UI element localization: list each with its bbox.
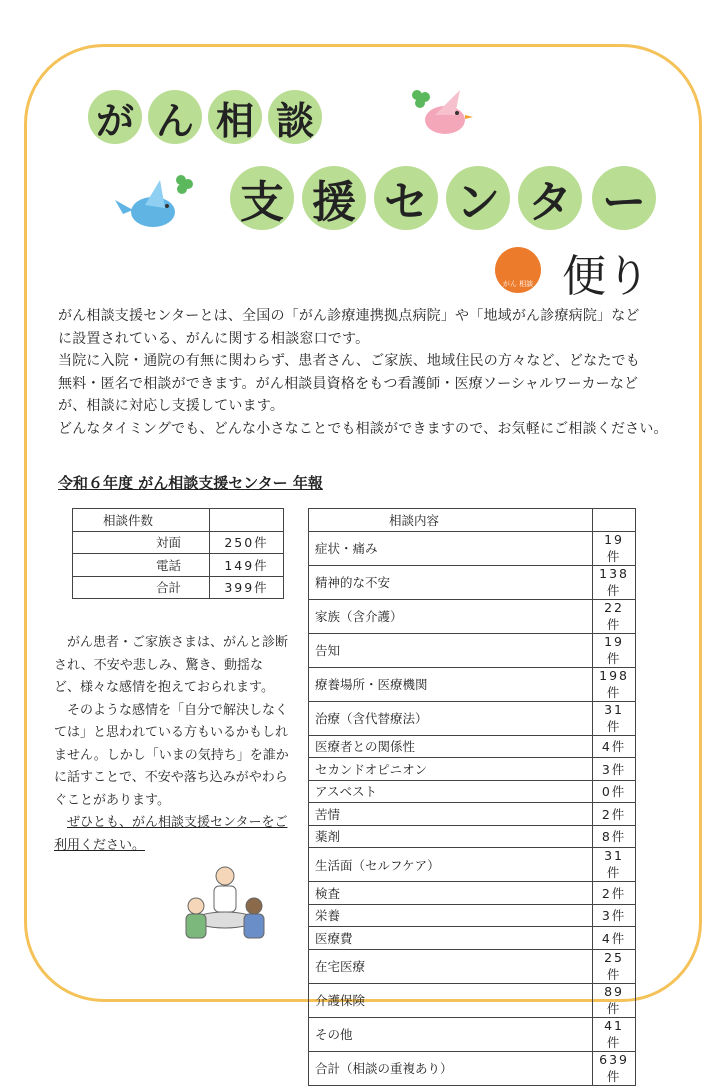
row-label: 対面 [73, 531, 210, 554]
title-char: タ [518, 166, 582, 230]
row-value: 25件 [593, 949, 636, 983]
row-label: その他 [309, 1017, 593, 1051]
blue-bird-icon [115, 170, 195, 240]
table-row [309, 701, 636, 735]
row-label: 医療者との関係性 [309, 735, 593, 758]
table-row [309, 758, 636, 781]
count-table [72, 508, 284, 599]
row-value: 2件 [593, 882, 636, 905]
message-paragraph: がん患者・ご家族さまは、がんと診断され、不安や悲しみ、驚き、動揺など、様々な感情を抱えておられます。 [54, 635, 289, 695]
title-char: ン [446, 166, 510, 230]
row-label: 薬剤 [309, 825, 593, 848]
row-value: 41件 [593, 1017, 636, 1051]
row-label: アスベスト [309, 780, 593, 803]
row-label: 合計（相談の重複あり） [309, 1051, 593, 1085]
row-value: 4件 [593, 735, 636, 758]
title-char: が [88, 90, 142, 144]
table-row [309, 825, 636, 848]
row-label: 栄養 [309, 904, 593, 927]
row-value: 639件 [593, 1051, 636, 1085]
row-label: 療養場所・医療機関 [309, 667, 593, 701]
table-row [73, 531, 284, 554]
row-value: 138件 [593, 565, 636, 599]
row-value: 198件 [593, 667, 636, 701]
consultation-illustration [180, 862, 270, 944]
intro-text: がん相談支援センターとは、全国の「がん診療連携拠点病院」や「地域がん診療病院」など に設置されている、がんに関する相談窓口です。 当院に入院・通院の有無に関わらず、患者さん、ご家族、地域住民の方々など、どなたでも 無料・匿名で相談ができます。がん相談員資格をもつ看護師・医療ソーシャルワーカーなど が、相談に対応し支援しています。 どんなタイミングでも、どんな小さなことでも相談ができますので、お気軽にご相談ください。 [58, 308, 668, 437]
table-row [309, 735, 636, 758]
content-table [308, 508, 636, 1086]
row-label: 治療（含代替療法） [309, 701, 593, 735]
consultation-logo [495, 247, 541, 293]
row-value: 8件 [593, 825, 636, 848]
row-label: 医療費 [309, 927, 593, 950]
row-value: 22件 [593, 599, 636, 633]
table-row [309, 1017, 636, 1051]
table-row [309, 599, 636, 633]
row-value: 31件 [593, 701, 636, 735]
row-value: 31件 [593, 848, 636, 882]
table-row [309, 904, 636, 927]
table-row [73, 554, 284, 577]
row-label: 精神的な不安 [309, 565, 593, 599]
row-value: 19件 [593, 633, 636, 667]
row-value: 19件 [593, 531, 636, 565]
logo-text: がん 相談 [502, 280, 534, 288]
row-label: 生活面（セルフケア） [309, 848, 593, 882]
table-row [309, 882, 636, 905]
title-char: 談 [268, 90, 322, 144]
table-row [73, 576, 284, 599]
row-value: 149件 [210, 554, 284, 577]
row-label: 告知 [309, 633, 593, 667]
row-label: セカンドオピニオン [309, 758, 593, 781]
title-char: ん [148, 90, 202, 144]
table-row [309, 949, 636, 983]
title-suffix: 便り [562, 251, 650, 302]
message-closing: ぜひとも、がん相談支援センターをご利用ください。 [54, 815, 288, 853]
title-char: セ [374, 166, 438, 230]
row-value: 3件 [593, 758, 636, 781]
report-title: 令和６年度 がん相談支援センター 年報 [58, 474, 323, 492]
title-char: 援 [302, 166, 366, 230]
table-row [309, 983, 636, 1017]
row-label: 電話 [73, 554, 210, 577]
row-value: 2件 [593, 803, 636, 826]
table-row [309, 803, 636, 826]
table-row [309, 667, 636, 701]
title-char: 支 [230, 166, 294, 230]
message-paragraph: そのような感情を「自分で解決しなくては」と思われている方もいるかもしれません。しかし「いまの気持ち」を誰かに話すことで、不安や落ち込みがやわらぐことがあります。 [54, 702, 289, 808]
row-label: 介護保険 [309, 983, 593, 1017]
title-char: 相 [208, 90, 262, 144]
table-row [309, 565, 636, 599]
row-value: 89件 [593, 983, 636, 1017]
row-label: 家族（含介護） [309, 599, 593, 633]
row-value: 399件 [210, 576, 284, 599]
row-label: 苦情 [309, 803, 593, 826]
table-row [309, 531, 636, 565]
message-text [54, 632, 289, 857]
row-label: 検査 [309, 882, 593, 905]
table-row [309, 780, 636, 803]
row-value: 3件 [593, 904, 636, 927]
pink-bird-icon [405, 85, 475, 145]
row-value: 0件 [593, 780, 636, 803]
title-char: ー [592, 166, 656, 230]
row-label: 在宅医療 [309, 949, 593, 983]
count-header: 相談件数 [73, 509, 210, 532]
table-row [309, 848, 636, 882]
row-label: 合計 [73, 576, 210, 599]
table-row [309, 927, 636, 950]
table-row [309, 633, 636, 667]
row-value: 4件 [593, 927, 636, 950]
content-header: 相談内容 [309, 509, 593, 532]
row-value: 250件 [210, 531, 284, 554]
table-row [309, 1051, 636, 1085]
row-label: 症状・痛み [309, 531, 593, 565]
